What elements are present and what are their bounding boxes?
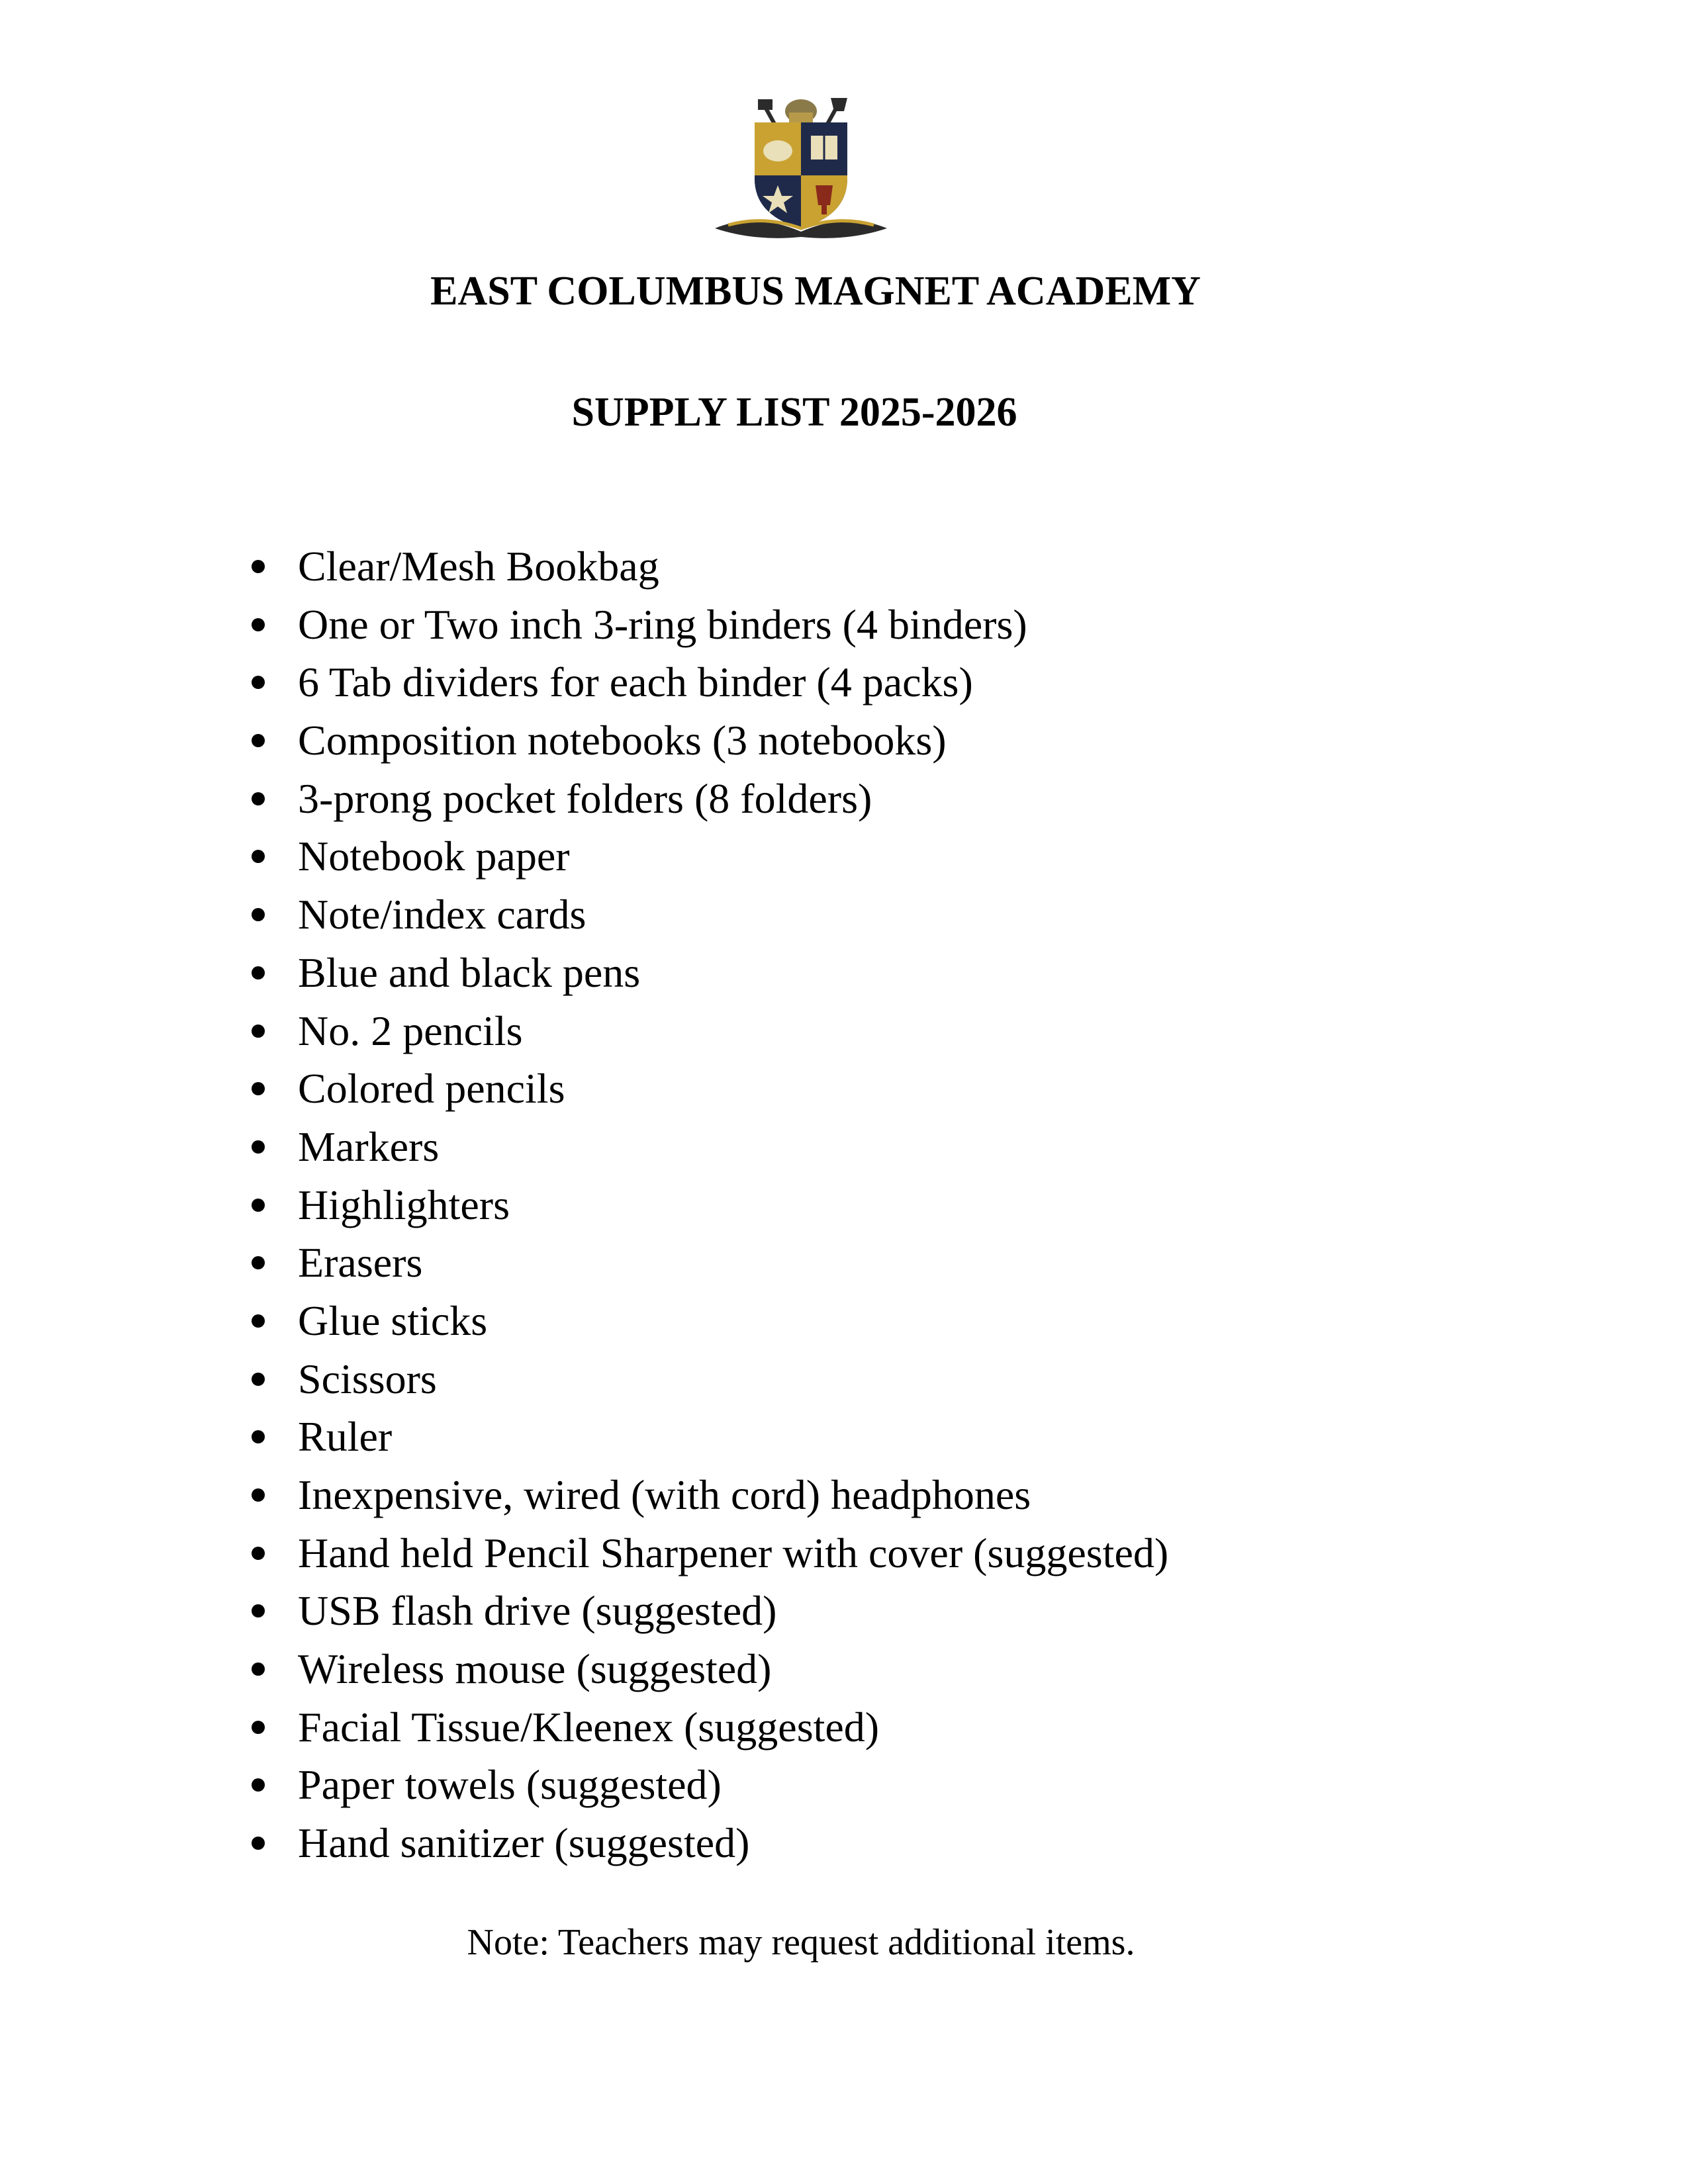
list-item <box>252 537 1168 596</box>
list-item <box>252 1234 1168 1292</box>
list-item <box>252 1524 1168 1582</box>
list-item-text: Facial Tissue/Kleenex (suggested) <box>298 1703 880 1751</box>
list-item-text: Glue sticks <box>298 1297 488 1344</box>
list-item-text: Ruler <box>298 1413 393 1461</box>
list-item-text: Paper towels (suggested) <box>298 1761 722 1809</box>
list-item-text: USB flash drive (suggested) <box>298 1587 777 1635</box>
bullet-icon <box>252 1604 265 1617</box>
list-item-text: Notebook paper <box>298 833 570 880</box>
bullet-icon <box>252 1314 265 1328</box>
bullet-icon <box>252 1373 265 1386</box>
list-item-text: Hand held Pencil Sharpener with cover (suggested) <box>298 1529 1169 1576</box>
bullet-icon <box>252 1547 265 1560</box>
list-item <box>252 1292 1168 1350</box>
list-item-text: Erasers <box>298 1239 423 1287</box>
list-item-text: One or Two inch 3-ring binders (4 binders) <box>298 600 1027 648</box>
bullet-icon <box>252 560 265 573</box>
list-item-text: Note/index cards <box>298 891 586 938</box>
list-item-text: 6 Tab dividers for each binder (4 packs) <box>298 659 973 706</box>
list-item <box>252 886 1168 944</box>
bullet-icon <box>252 966 265 979</box>
teacher-note: Note: Teachers may request additional items. <box>467 1922 1135 1963</box>
bullet-icon <box>252 1024 265 1038</box>
list-item <box>252 770 1168 828</box>
bullet-icon <box>252 1662 265 1676</box>
bullet-icon <box>252 618 265 631</box>
school-crest-icon <box>702 93 900 245</box>
list-item-text: Colored pencils <box>298 1065 565 1113</box>
supply-list <box>252 537 1168 1872</box>
school-name: EAST COLUMBUS MAGNET ACADEMY <box>430 269 1201 314</box>
list-item <box>252 1118 1168 1176</box>
list-item <box>252 827 1168 886</box>
list-item <box>252 1582 1168 1640</box>
bullet-icon <box>252 792 265 805</box>
bullet-icon <box>252 908 265 921</box>
bullet-icon <box>252 1778 265 1792</box>
bullet-icon <box>252 1488 265 1502</box>
list-item <box>252 1698 1168 1756</box>
list-item-text: Wireless mouse (suggested) <box>298 1645 772 1693</box>
list-item <box>252 711 1168 770</box>
bullet-icon <box>252 1199 265 1212</box>
supply-list-title: SUPPLY LIST 2025-2026 <box>571 390 1017 435</box>
list-item <box>252 1814 1168 1872</box>
list-item <box>252 1002 1168 1060</box>
list-item <box>252 1176 1168 1234</box>
bullet-icon <box>252 850 265 863</box>
bullet-icon <box>252 1721 265 1734</box>
bullet-icon <box>252 1256 265 1269</box>
list-item-text: Highlighters <box>298 1181 510 1228</box>
list-item <box>252 1408 1168 1466</box>
bullet-icon <box>252 1837 265 1850</box>
bullet-icon <box>252 1140 265 1154</box>
list-item-text: Clear/Mesh Bookbag <box>298 543 659 590</box>
list-item-text: Scissors <box>298 1355 437 1402</box>
bullet-icon <box>252 1430 265 1443</box>
list-item <box>252 944 1168 1002</box>
list-item-text: 3-prong pocket folders (8 folders) <box>298 774 872 822</box>
list-item-text: Markers <box>298 1122 440 1170</box>
bullet-icon <box>252 734 265 747</box>
list-item <box>252 1060 1168 1118</box>
list-item-text: Composition notebooks (3 notebooks) <box>298 717 947 764</box>
list-item <box>252 1466 1168 1524</box>
list-item-text: Hand sanitizer (suggested) <box>298 1819 750 1867</box>
list-item <box>252 1350 1168 1408</box>
list-item-text: Inexpensive, wired (with cord) headphones <box>298 1471 1031 1518</box>
list-item-text: No. 2 pencils <box>298 1007 523 1054</box>
bullet-icon <box>252 1082 265 1095</box>
list-item <box>252 1756 1168 1814</box>
bullet-icon <box>252 676 265 689</box>
list-item <box>252 1640 1168 1698</box>
list-item <box>252 596 1168 654</box>
list-item <box>252 653 1168 711</box>
list-item-text: Blue and black pens <box>298 948 641 996</box>
